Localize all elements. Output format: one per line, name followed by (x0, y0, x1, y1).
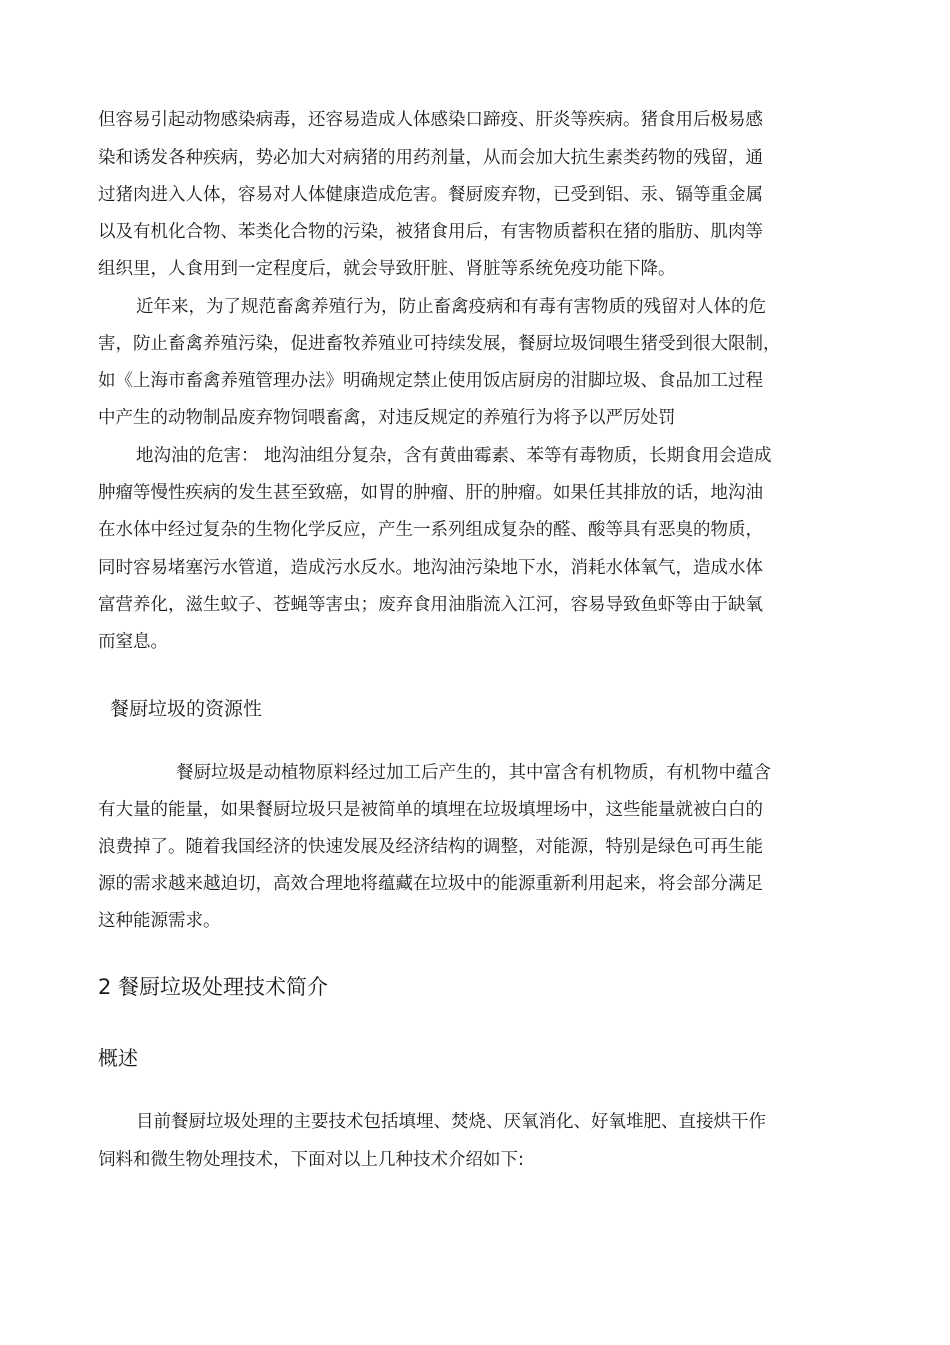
paragraph-line: 源的需求越来越迫切，高效合理地将蕴藏在垃圾中的能源重新利用起来，将会部分满足 (98, 874, 763, 894)
paragraph-line: 近年来，为了规范畜禽养殖行为，防止畜禽疫病和有毒有害物质的残留对人体的危 (136, 297, 766, 317)
paragraph-line: 但容易引起动物感染病毒，还容易造成人体感染口蹄疫、肝炎等疾病。猪食用后极易感 (98, 110, 763, 130)
chapter-heading: 2 餐厨垃圾处理技术简介 (98, 975, 329, 999)
paragraph-line: 同时容易堵塞污水管道，造成污水反水。地沟油污染地下水，消耗水体氧气，造成水体 (98, 558, 763, 578)
paragraph-line: 浪费掉了。随着我国经济的快速发展及经济结构的调整，对能源，特别是绿色可再生能 (98, 837, 763, 857)
section-heading-overview: 概述 (98, 1046, 138, 1070)
paragraph-line: 过猪肉进入人体，容易对人体健康造成危害。餐厨废弃物，已受到铝、汞、镉等重金属 (98, 185, 763, 205)
paragraph-line: 这种能源需求。 (98, 911, 221, 931)
paragraph-line: 饲料和微生物处理技术，下面对以上几种技术介绍如下: (98, 1150, 524, 1170)
paragraph-line: 在水体中经过复杂的生物化学反应，产生一系列组成复杂的醛、酸等具有恶臭的物质， (98, 520, 763, 540)
paragraph-line: 餐厨垃圾是动植物原料经过加工后产生的，其中富含有机物质，有机物中蕴含 (176, 763, 771, 783)
paragraph-line: 肿瘤等慢性疾病的发生甚至致癌，如胃的肿瘤、肝的肿瘤。如果任其排放的话，地沟油 (98, 483, 763, 503)
paragraph-line: 富营养化，滋生蚊子、苍蝇等害虫；废弃食用油脂流入江河，容易导致鱼虾等由于缺氧 (98, 595, 763, 615)
paragraph-line: 目前餐厨垃圾处理的主要技术包括填埋、焚烧、厌氧消化、好氧堆肥、直接烘干作 (136, 1112, 766, 1132)
paragraph-line: 而窒息。 (98, 632, 168, 652)
paragraph-line: 组织里，人食用到一定程度后，就会导致肝脏、肾脏等系统免疫功能下降。 (98, 259, 676, 279)
paragraph-line: 有大量的能量，如果餐厨垃圾只是被简单的填埋在垃圾填埋场中，这些能量就被白白的 (98, 800, 763, 820)
paragraph-line: 如《上海市畜禽养殖管理办法》明确规定禁止使用饭店厨房的泔脚垃圾、食品加工过程 (98, 371, 763, 391)
section-heading-resource: 餐厨垃圾的资源性 (110, 698, 263, 720)
paragraph-line: 染和诱发各种疾病，势必加大对病猪的用药剂量，从而会加大抗生素类药物的残留，通 (98, 148, 763, 168)
paragraph-line: 中产生的动物制品废弃物饲喂畜禽，对违反规定的养殖行为将予以严厉处罚 (98, 408, 676, 428)
paragraph-line: 以及有机化合物、苯类化合物的污染，被猪食用后，有害物质蓄积在猪的脂肪、肌肉等 (98, 222, 763, 242)
paragraph-line: 地沟油的危害： 地沟油组分复杂，含有黄曲霉素、苯等有毒物质，长期食用会造成 (136, 446, 772, 466)
paragraph-line: 害，防止畜禽养殖污染，促进畜牧养殖业可持续发展，餐厨垃圾饲喂生猪受到很大限制， (98, 334, 781, 354)
